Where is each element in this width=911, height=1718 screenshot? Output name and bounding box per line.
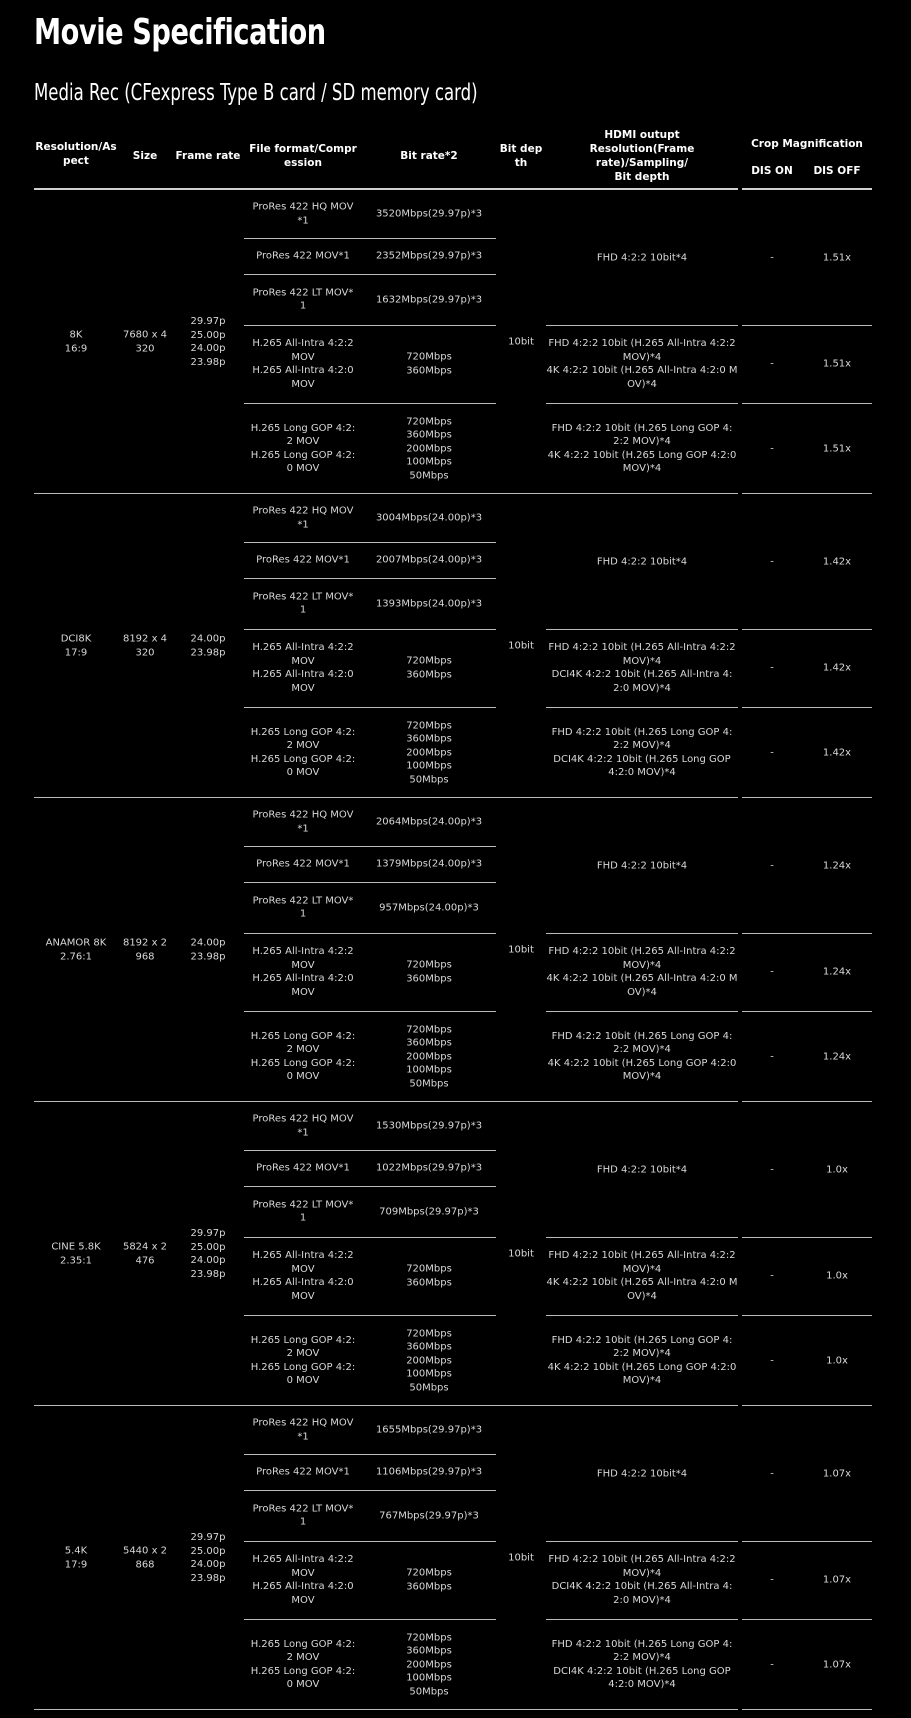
bit-rate-cell: 1655Mbps(29.97p)*3: [375, 1424, 483, 1436]
row-divider: [244, 274, 496, 275]
frame-rate-cell: 24.00p 23.98p: [190, 937, 226, 962]
bit-depth-cell: 10bit: [508, 336, 534, 348]
file-format-cell: H.265 All-Intra 4:2:2 MOV H.265 All-Intra 4:2:0 MOV: [252, 338, 354, 390]
bit-rate-cell: 720Mbps 360Mbps: [406, 1567, 452, 1592]
hdmi-output-cell: FHD 4:2:2 10bit (H.265 Long GOP 4: 2:2 MOV)*4 4K 4:2:2 10bit (H.265 Long GOP 4:2:0 MOV)*4: [547, 1334, 737, 1386]
hdmi-output-cell: FHD 4:2:2 10bit (H.265 All-Intra 4:2:2 MOV)*4 4K 4:2:2 10bit (H.265 All-Intra 4:2:0 M OV)*4: [546, 1250, 738, 1302]
dis-off-cell: 1.07x: [822, 1658, 852, 1670]
row-divider: [742, 707, 872, 708]
row-divider: [742, 1237, 872, 1238]
row-divider: [742, 403, 872, 404]
bit-rate-cell: 957Mbps(24.00p)*3: [379, 901, 479, 913]
bit-depth-cell: 10bit: [508, 640, 534, 652]
header-bit-rate: Bit rate*2: [400, 150, 458, 162]
header-frame-rate: Frame rate: [175, 150, 241, 162]
page-title: Movie Specification: [34, 12, 326, 53]
header-divider: [34, 188, 738, 190]
file-format-cell: ProRes 422 LT MOV* 1: [252, 895, 354, 920]
bit-rate-cell: 1106Mbps(29.97p)*3: [375, 1466, 483, 1478]
file-format-cell: ProRes 422 MOV*1: [256, 858, 350, 870]
row-divider: [244, 238, 496, 239]
row-divider: [742, 1315, 872, 1316]
file-format-cell: H.265 Long GOP 4:2: 2 MOV H.265 Long GOP 4:2: 0 MOV: [250, 726, 356, 778]
file-format-cell: ProRes 422 MOV*1: [256, 1162, 350, 1174]
row-divider: [244, 933, 496, 934]
group-divider: [742, 797, 872, 798]
dis-off-cell: 1.42x: [822, 746, 852, 758]
row-divider: [244, 882, 496, 883]
dis-on-cell: -: [770, 1574, 774, 1586]
file-format-cell: ProRes 422 HQ MOV *1: [252, 201, 354, 226]
header-resolution: Resolution/As pect: [35, 141, 117, 167]
bit-rate-cell: 3520Mbps(29.97p)*3: [375, 208, 483, 220]
dis-on-cell: -: [770, 1354, 774, 1366]
group-divider: [34, 1709, 738, 1710]
file-format-cell: ProRes 422 MOV*1: [256, 1466, 350, 1478]
row-divider: [742, 325, 872, 326]
dis-on-cell: -: [770, 442, 774, 454]
frame-rate-cell: 29.97p 25.00p 24.00p 23.98p: [190, 1228, 226, 1280]
dis-on-cell: -: [770, 662, 774, 674]
bit-depth-cell: 10bit: [508, 944, 534, 956]
row-divider: [244, 325, 496, 326]
dis-on-cell: -: [770, 859, 774, 871]
dis-on-cell: -: [770, 1658, 774, 1670]
row-divider: [244, 1186, 496, 1187]
hdmi-output-cell: FHD 4:2:2 10bit (H.265 All-Intra 4:2:2 MOV)*4 DCI4K 4:2:2 10bit (H.265 All-Intra 4: 2:0 MOV)*4: [548, 642, 736, 694]
file-format-cell: ProRes 422 HQ MOV *1: [252, 505, 354, 530]
size-cell: 8192 x 2 968: [122, 937, 168, 962]
row-divider: [546, 1011, 738, 1012]
row-divider: [244, 1150, 496, 1151]
hdmi-output-cell: FHD 4:2:2 10bit (H.265 Long GOP 4: 2:2 MOV)*4 4K 4:2:2 10bit (H.265 Long GOP 4:2:0 MOV)*4: [547, 422, 737, 474]
dis-off-cell: 1.07x: [822, 1574, 852, 1586]
file-format-cell: ProRes 422 HQ MOV *1: [252, 1417, 354, 1442]
file-format-cell: ProRes 422 LT MOV* 1: [252, 287, 354, 312]
file-format-cell: H.265 All-Intra 4:2:2 MOV H.265 All-Intra 4:2:0 MOV: [252, 946, 354, 998]
row-divider: [244, 846, 496, 847]
file-format-cell: H.265 All-Intra 4:2:2 MOV H.265 All-Intra 4:2:0 MOV: [252, 1250, 354, 1302]
bit-rate-cell: 720Mbps 360Mbps 200Mbps 100Mbps 50Mbps: [406, 1631, 452, 1697]
file-format-cell: ProRes 422 HQ MOV *1: [252, 809, 354, 834]
file-format-cell: ProRes 422 LT MOV* 1: [252, 1503, 354, 1528]
file-format-cell: ProRes 422 LT MOV* 1: [252, 591, 354, 616]
bit-rate-cell: 720Mbps 360Mbps: [406, 655, 452, 680]
group-divider: [34, 1405, 738, 1406]
hdmi-output-cell: FHD 4:2:2 10bit*4: [596, 859, 688, 871]
group-divider: [34, 1101, 738, 1102]
bit-rate-cell: 2007Mbps(24.00p)*3: [375, 554, 483, 566]
row-divider: [244, 403, 496, 404]
dis-off-cell: 1.24x: [822, 1050, 852, 1062]
dis-on-cell: -: [770, 251, 774, 263]
file-format-cell: H.265 All-Intra 4:2:2 MOV H.265 All-Intra 4:2:0 MOV: [252, 642, 354, 694]
hdmi-output-cell: FHD 4:2:2 10bit (H.265 Long GOP 4: 2:2 MOV)*4 4K 4:2:2 10bit (H.265 Long GOP 4:2:0 MOV)*4: [547, 1030, 737, 1082]
resolution-cell: CINE 5.8K 2.35:1: [51, 1241, 101, 1266]
size-cell: 5440 x 2 868: [122, 1545, 168, 1570]
bit-rate-cell: 1632Mbps(29.97p)*3: [375, 293, 483, 305]
hdmi-output-cell: FHD 4:2:2 10bit*4: [596, 1467, 688, 1479]
dis-off-cell: 1.42x: [822, 662, 852, 674]
bit-rate-cell: 720Mbps 360Mbps: [406, 1263, 452, 1288]
group-divider: [742, 1101, 872, 1102]
bit-rate-cell: 1379Mbps(24.00p)*3: [375, 858, 483, 870]
dis-on-cell: -: [770, 746, 774, 758]
section-subtitle: Media Rec (CFexpress Type B card / SD memory card): [34, 80, 478, 106]
hdmi-output-cell: FHD 4:2:2 10bit (H.265 All-Intra 4:2:2 MOV)*4 4K 4:2:2 10bit (H.265 All-Intra 4:2:0 M OV)*4: [546, 338, 738, 390]
row-divider: [742, 1011, 872, 1012]
dis-off-cell: 1.51x: [822, 251, 852, 263]
bit-rate-cell: 720Mbps 360Mbps: [406, 959, 452, 984]
file-format-cell: H.265 Long GOP 4:2: 2 MOV H.265 Long GOP 4:2: 0 MOV: [250, 422, 356, 474]
hdmi-output-cell: FHD 4:2:2 10bit*4: [596, 251, 688, 263]
dis-off-cell: 1.0x: [826, 1163, 848, 1175]
bit-rate-cell: 720Mbps 360Mbps 200Mbps 100Mbps 50Mbps: [406, 719, 452, 785]
row-divider: [546, 1619, 738, 1620]
resolution-cell: 5.4K 17:9: [64, 1545, 88, 1570]
row-divider: [546, 1541, 738, 1542]
row-divider: [546, 1237, 738, 1238]
resolution-cell: 8K 16:9: [64, 329, 88, 354]
group-divider: [34, 493, 738, 494]
bit-rate-cell: 720Mbps 360Mbps 200Mbps 100Mbps 50Mbps: [406, 1023, 452, 1089]
hdmi-output-cell: FHD 4:2:2 10bit*4: [596, 555, 688, 567]
header-crop-magnification: Crop Magnification: [751, 138, 863, 150]
file-format-cell: ProRes 422 MOV*1: [256, 250, 350, 262]
row-divider: [244, 542, 496, 543]
dis-off-cell: 1.51x: [822, 442, 852, 454]
row-divider: [742, 629, 872, 630]
bit-rate-cell: 1530Mbps(29.97p)*3: [375, 1120, 483, 1132]
row-divider: [244, 707, 496, 708]
row-divider: [244, 1541, 496, 1542]
bit-rate-cell: 720Mbps 360Mbps 200Mbps 100Mbps 50Mbps: [406, 415, 452, 481]
bit-rate-cell: 720Mbps 360Mbps: [406, 351, 452, 376]
size-cell: 8192 x 4 320: [122, 633, 168, 658]
bit-depth-cell: 10bit: [508, 1248, 534, 1260]
size-cell: 7680 x 4 320: [122, 329, 168, 354]
row-divider: [546, 707, 738, 708]
row-divider: [546, 403, 738, 404]
file-format-cell: ProRes 422 HQ MOV *1: [252, 1113, 354, 1138]
row-divider: [546, 1315, 738, 1316]
frame-rate-cell: 24.00p 23.98p: [190, 633, 226, 658]
row-divider: [244, 1490, 496, 1491]
group-divider: [742, 493, 872, 494]
group-divider: [742, 1709, 872, 1710]
dis-on-cell: -: [770, 966, 774, 978]
file-format-cell: ProRes 422 MOV*1: [256, 554, 350, 566]
header-hdmi-output: HDMI outupt Resolution(Frame rate)/Sampling/ Bit depth: [589, 129, 695, 183]
row-divider: [244, 1454, 496, 1455]
row-divider: [742, 1619, 872, 1620]
bit-rate-cell: 767Mbps(29.97p)*3: [379, 1509, 479, 1521]
file-format-cell: H.265 Long GOP 4:2: 2 MOV H.265 Long GOP 4:2: 0 MOV: [250, 1638, 356, 1690]
row-divider: [244, 629, 496, 630]
hdmi-output-cell: FHD 4:2:2 10bit (H.265 Long GOP 4: 2:2 MOV)*4 DCI4K 4:2:2 10bit (H.265 Long GOP 4:2:0 MOV)*4: [551, 726, 733, 778]
dis-on-cell: -: [770, 358, 774, 370]
row-divider: [546, 325, 738, 326]
hdmi-output-cell: FHD 4:2:2 10bit (H.265 Long GOP 4: 2:2 MOV)*4 DCI4K 4:2:2 10bit (H.265 Long GOP 4:2:0 MOV)*4: [551, 1638, 733, 1690]
file-format-cell: H.265 Long GOP 4:2: 2 MOV H.265 Long GOP 4:2: 0 MOV: [250, 1334, 356, 1386]
dis-on-cell: -: [770, 555, 774, 567]
file-format-cell: H.265 Long GOP 4:2: 2 MOV H.265 Long GOP 4:2: 0 MOV: [250, 1030, 356, 1082]
hdmi-output-cell: FHD 4:2:2 10bit (H.265 All-Intra 4:2:2 MOV)*4 DCI4K 4:2:2 10bit (H.265 All-Intra 4: 2:0 MOV)*4: [548, 1554, 736, 1606]
bit-depth-cell: 10bit: [508, 1552, 534, 1564]
dis-on-cell: -: [770, 1050, 774, 1062]
dis-off-cell: 1.42x: [822, 555, 852, 567]
dis-on-cell: -: [770, 1270, 774, 1282]
header-bit-depth: Bit dep th: [499, 143, 543, 169]
resolution-cell: DCI8K 17:9: [60, 633, 92, 658]
header-file-format: File format/Compr ession: [249, 143, 357, 169]
header-size: Size: [132, 150, 158, 162]
row-divider: [244, 578, 496, 579]
size-cell: 5824 x 2 476: [122, 1241, 168, 1266]
bit-rate-cell: 709Mbps(29.97p)*3: [379, 1205, 479, 1217]
bit-rate-cell: 1022Mbps(29.97p)*3: [375, 1162, 483, 1174]
header-dis-off: DIS OFF: [813, 165, 861, 177]
frame-rate-cell: 29.97p 25.00p 24.00p 23.98p: [190, 1532, 226, 1584]
row-divider: [546, 629, 738, 630]
row-divider: [546, 933, 738, 934]
row-divider: [742, 1541, 872, 1542]
row-divider: [244, 1011, 496, 1012]
dis-off-cell: 1.07x: [822, 1467, 852, 1479]
hdmi-output-cell: FHD 4:2:2 10bit*4: [596, 1163, 688, 1175]
dis-off-cell: 1.0x: [826, 1354, 848, 1366]
row-divider: [742, 933, 872, 934]
dis-on-cell: -: [770, 1467, 774, 1479]
hdmi-output-cell: FHD 4:2:2 10bit (H.265 All-Intra 4:2:2 MOV)*4 4K 4:2:2 10bit (H.265 All-Intra 4:2:0 M OV)*4: [546, 946, 738, 998]
bit-rate-cell: 3004Mbps(24.00p)*3: [375, 512, 483, 524]
row-divider: [244, 1619, 496, 1620]
row-divider: [244, 1237, 496, 1238]
dis-off-cell: 1.51x: [822, 358, 852, 370]
file-format-cell: H.265 All-Intra 4:2:2 MOV H.265 All-Intra 4:2:0 MOV: [252, 1554, 354, 1606]
bit-rate-cell: 1393Mbps(24.00p)*3: [375, 597, 483, 609]
file-format-cell: ProRes 422 LT MOV* 1: [252, 1199, 354, 1224]
group-divider: [742, 1405, 872, 1406]
header-dis-on: DIS ON: [751, 165, 793, 177]
header-divider: [742, 188, 872, 190]
bit-rate-cell: 2352Mbps(29.97p)*3: [375, 250, 483, 262]
dis-off-cell: 1.24x: [822, 966, 852, 978]
dis-on-cell: -: [770, 1163, 774, 1175]
frame-rate-cell: 29.97p 25.00p 24.00p 23.98p: [190, 316, 226, 368]
dis-off-cell: 1.0x: [826, 1270, 848, 1282]
bit-rate-cell: 720Mbps 360Mbps 200Mbps 100Mbps 50Mbps: [406, 1327, 452, 1393]
group-divider: [34, 797, 738, 798]
dis-off-cell: 1.24x: [822, 859, 852, 871]
resolution-cell: ANAMOR 8K 2.76:1: [45, 937, 107, 962]
bit-rate-cell: 2064Mbps(24.00p)*3: [375, 816, 483, 828]
row-divider: [244, 1315, 496, 1316]
